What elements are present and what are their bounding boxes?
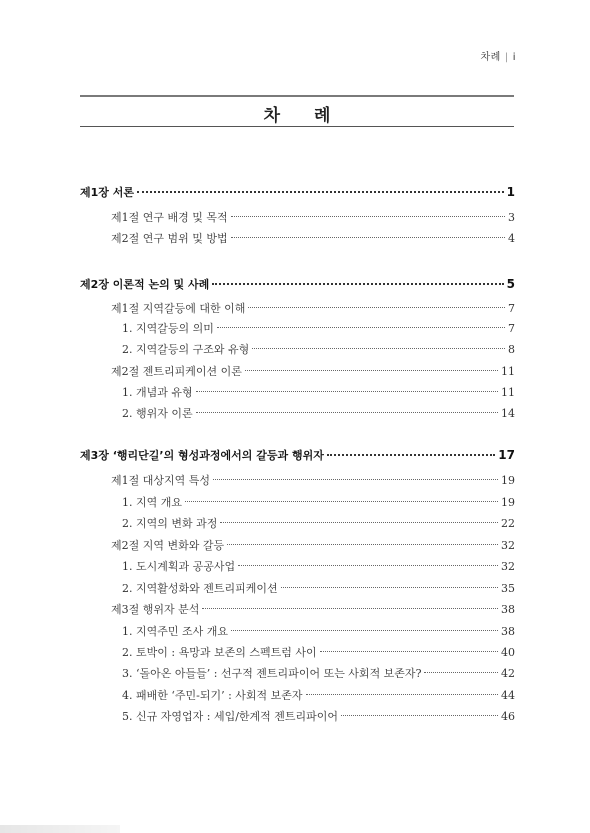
toc-entry-label: 2. 지역갈등의 구조와 유형 — [122, 343, 250, 356]
toc-entry-sub[interactable] — [122, 558, 515, 576]
toc-entry-page: 1 — [506, 185, 515, 199]
dot-leader — [320, 651, 498, 652]
toc-entry-label: 2. 토박이 : 욕망과 보존의 스펙트럼 사이 — [122, 646, 317, 659]
toc-entry-label: 제2절 연구 범위 및 방법 — [111, 232, 228, 245]
toc-entry-label: 제3장 ‘행리단길’의 형성과정에서의 갈등과 행위자 — [80, 449, 324, 462]
dot-leader — [227, 544, 498, 545]
toc-entry-page: 8 — [508, 343, 515, 356]
toc-entry-label: 2. 지역의 변화 과정 — [122, 517, 218, 530]
dot-leader — [217, 327, 505, 328]
running-head-page: i — [512, 52, 516, 63]
toc-entry-label: 2. 지역활성화와 젠트리피케이션 — [122, 582, 278, 595]
toc-entry-section[interactable] — [111, 537, 515, 555]
running-head-separator: | — [504, 52, 509, 63]
toc-entry-page: 17 — [498, 448, 515, 462]
toc-entry-sub[interactable] — [122, 708, 515, 726]
dot-leader — [238, 565, 498, 566]
toc-entry-sub[interactable] — [122, 320, 515, 338]
toc-entry-label: 제2절 젠트리피케이션 이론 — [111, 365, 242, 378]
toc-entry-label: 2. 행위자 이론 — [122, 407, 193, 420]
toc-entry-sub[interactable] — [122, 341, 515, 359]
toc-entry-sub[interactable] — [122, 687, 515, 705]
dot-leader — [231, 630, 498, 631]
toc-entry-label: 4. 패배한 ‘주민-되기’ : 사회적 보존자 — [122, 689, 303, 702]
dot-leader — [196, 412, 498, 413]
footer-smudge — [0, 825, 120, 833]
toc-entry-page: 14 — [501, 407, 515, 420]
toc-entry-sub[interactable] — [122, 384, 515, 402]
toc-entry-label: 제2절 지역 변화와 갈등 — [111, 539, 225, 552]
toc-entry-page: 22 — [501, 517, 515, 530]
toc-entry-page: 46 — [501, 710, 515, 723]
toc-entry-page: 4 — [508, 232, 515, 245]
dot-leader — [424, 672, 498, 673]
toc-entry-chapter[interactable] — [80, 446, 515, 464]
toc-entry-sub[interactable] — [122, 580, 515, 598]
dot-leader — [252, 348, 505, 349]
toc-entry-page: 11 — [501, 386, 515, 399]
title-rule-bottom — [80, 126, 514, 127]
dot-leader — [212, 283, 503, 285]
toc-entry-label: 1. 도시계획과 공공사업 — [122, 560, 236, 573]
page-title: 차 례 — [263, 106, 345, 126]
title-rule-top — [80, 95, 514, 97]
dot-leader — [213, 479, 498, 480]
toc-entry-section[interactable] — [111, 472, 515, 490]
dot-leader — [220, 522, 498, 523]
toc-entry-page: 42 — [501, 667, 515, 680]
toc-entry-sub[interactable] — [122, 405, 515, 423]
toc-entry-page: 7 — [508, 302, 515, 315]
running-head-label: 차례 — [480, 52, 501, 63]
dot-leader — [327, 454, 495, 456]
toc-entry-page: 40 — [501, 646, 515, 659]
toc-entry-page: 19 — [501, 496, 515, 509]
toc-entry-page: 38 — [501, 625, 515, 638]
toc-entry-chapter[interactable] — [80, 275, 515, 293]
toc-entry-sub[interactable] — [122, 515, 515, 533]
dot-leader — [341, 715, 498, 716]
toc-entry-label: 제1절 지역갈등에 대한 이해 — [111, 302, 246, 315]
toc-entry-section[interactable] — [111, 209, 515, 227]
toc-entry-label: 제1절 연구 배경 및 목적 — [111, 211, 228, 224]
toc-entry-sub[interactable] — [122, 494, 515, 512]
toc-entry-label: 1. 지역주민 조사 개요 — [122, 625, 228, 638]
toc-entry-label: 1. 지역 개요 — [122, 496, 182, 509]
dot-leader — [196, 391, 498, 392]
toc-entry-page: 32 — [501, 539, 515, 552]
toc-entry-label: 제3절 행위자 분석 — [111, 603, 200, 616]
toc-entry-page: 38 — [501, 603, 515, 616]
toc-entry-page: 5 — [506, 277, 515, 291]
toc-entry-sub[interactable] — [122, 644, 515, 662]
dot-leader — [281, 587, 498, 588]
toc-entry-label: 제1절 대상지역 특성 — [111, 474, 210, 487]
running-head — [481, 48, 516, 63]
dot-leader — [245, 370, 498, 371]
toc-entry-page: 11 — [501, 365, 515, 378]
toc-entry-section[interactable] — [111, 300, 515, 318]
toc-entry-page: 35 — [501, 582, 515, 595]
toc-entry-chapter[interactable] — [80, 183, 515, 201]
toc-entry-page: 19 — [501, 474, 515, 487]
toc-entry-section[interactable] — [111, 601, 515, 619]
dot-leader — [137, 191, 504, 193]
toc-entry-label: 1. 지역갈등의 의미 — [122, 322, 214, 335]
dot-leader — [231, 237, 505, 238]
dot-leader — [185, 501, 498, 502]
toc-entry-page: 3 — [508, 211, 515, 224]
toc-entry-section[interactable] — [111, 230, 515, 248]
toc-entry-label: 제2장 이론적 논의 및 사례 — [80, 278, 210, 291]
toc-entry-label: 5. 신규 자영업자 : 세입/한계적 젠트리파이어 — [122, 710, 339, 723]
toc-entry-page: 32 — [501, 560, 515, 573]
dot-leader — [306, 694, 498, 695]
toc-entry-section[interactable] — [111, 363, 515, 381]
toc-entry-sub[interactable] — [122, 665, 515, 683]
dot-leader — [202, 608, 498, 609]
dot-leader — [231, 216, 505, 217]
toc-entry-label: 제1장 서론 — [80, 186, 134, 199]
toc-entry-page: 7 — [508, 322, 515, 335]
toc-entry-label: 3. ‘돌아온 아들들’ : 선구적 젠트리파이어 또는 사회적 보존자? — [122, 667, 422, 680]
toc-entry-page: 44 — [501, 689, 515, 702]
dot-leader — [248, 307, 505, 308]
toc-entry-label: 1. 개념과 유형 — [122, 386, 193, 399]
toc-entry-sub[interactable] — [122, 623, 515, 641]
